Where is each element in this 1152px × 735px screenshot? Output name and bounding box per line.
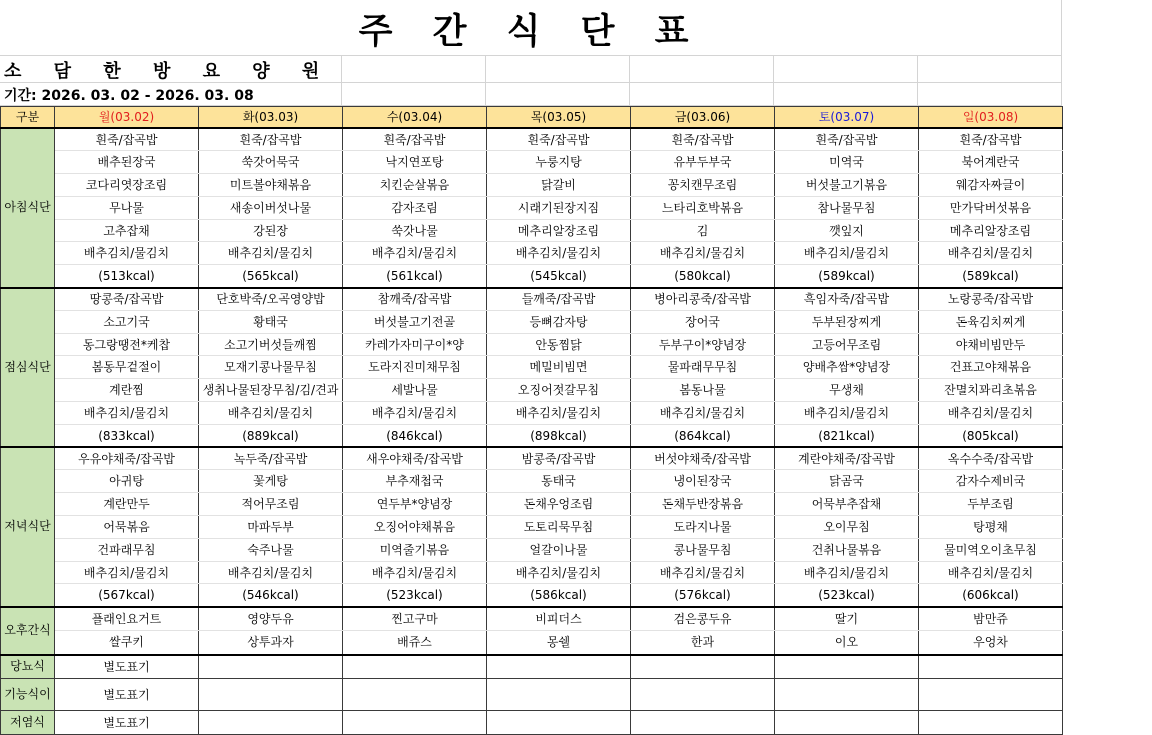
header-row: [1, 107, 1063, 129]
dish-cell: 우유야채죽/잡곡밥: [55, 447, 199, 470]
dish-cell: 연두부*양념장: [343, 493, 487, 516]
day-header: 일(03.08): [919, 107, 1063, 129]
dish-cell: 쑥갓어묵국: [199, 151, 343, 174]
dish-cell: 황태국: [199, 310, 343, 333]
day-header: 목(03.05): [487, 107, 631, 129]
dish-cell: 상투과자: [199, 631, 343, 655]
dish-cell: 배추김치/물김치: [343, 242, 487, 265]
dish-cell: (580kcal): [631, 265, 775, 288]
empty-cell: [343, 711, 487, 735]
dish-cell: 배추김치/물김치: [919, 402, 1063, 425]
dish-cell: 닭갈비: [487, 174, 631, 197]
dish-cell: 노랑콩죽/잡곡밥: [919, 288, 1063, 311]
empty-cell: [487, 679, 631, 711]
dish-cell: 미역국: [775, 151, 919, 174]
dish-cell: 밤콩죽/잡곡밥: [487, 447, 631, 470]
dish-cell: 배추김치/물김치: [55, 402, 199, 425]
title-row: [0, 0, 1062, 56]
dish-cell: 새송이버섯나물: [199, 196, 343, 219]
day-header: 월(03.02): [55, 107, 199, 129]
dish-cell: (606kcal): [919, 584, 1063, 607]
dish-cell: 생취나물된장무침/김/견과: [199, 379, 343, 402]
dish-cell: 강된장: [199, 219, 343, 242]
dish-cell: 배추김치/물김치: [199, 242, 343, 265]
dish-cell: 흰죽/잡곡밥: [55, 128, 199, 151]
dish-cell: 잔멸치꽈리초볶음: [919, 379, 1063, 402]
day-header: 토(03.07): [775, 107, 919, 129]
dish-cell: 단호박죽/오곡영양밥: [199, 288, 343, 311]
dish-cell: 새우야채죽/잡곡밥: [343, 447, 487, 470]
dish-cell: 치킨순살볶음: [343, 174, 487, 197]
dish-cell: 적어무조림: [199, 493, 343, 516]
table-row: [1, 242, 1063, 265]
meal-category: 오후간식: [1, 607, 55, 655]
dish-cell: 배추김치/물김치: [487, 402, 631, 425]
dish-cell: 얼갈이나물: [487, 538, 631, 561]
table-row: [1, 174, 1063, 197]
table-row: [1, 631, 1063, 655]
empty-cell: [775, 679, 919, 711]
dish-cell: 메밀비빔면: [487, 356, 631, 379]
day-header: 금(03.06): [631, 107, 775, 129]
dish-cell: 마파두부: [199, 516, 343, 539]
dish-cell: 흑임자죽/잡곡밥: [775, 288, 919, 311]
dish-cell: 야채비빔만두: [919, 333, 1063, 356]
dish-cell: 건표고야채볶음: [919, 356, 1063, 379]
dish-cell: 돈채우엉조림: [487, 493, 631, 516]
page-title: 주 간 식 단 표: [358, 12, 703, 52]
empty-cell: [919, 711, 1063, 735]
dish-cell: 배추김치/물김치: [631, 242, 775, 265]
table-row: [1, 265, 1063, 288]
table-row: [1, 607, 1063, 631]
dish-cell: 미트볼야채볶음: [199, 174, 343, 197]
dish-cell: 흰죽/잡곡밥: [631, 128, 775, 151]
dish-cell: 쑥갓나물: [343, 219, 487, 242]
dish-cell: 땅콩죽/잡곡밥: [55, 288, 199, 311]
dish-cell: 버섯불고기전골: [343, 310, 487, 333]
table-row: [1, 655, 1063, 679]
dish-cell: 배추김치/물김치: [487, 561, 631, 584]
dish-cell: 배추김치/물김치: [631, 402, 775, 425]
diet-note: 별도표기: [55, 679, 199, 711]
empty-cell: [199, 679, 343, 711]
dish-cell: 계란야채죽/잡곡밥: [775, 447, 919, 470]
dish-cell: 건파래무침: [55, 538, 199, 561]
dish-cell: 돈육김치찌게: [919, 310, 1063, 333]
dish-cell: 메추리알장조림: [919, 219, 1063, 242]
dish-cell: 소고기국: [55, 310, 199, 333]
diet-category: 저염식: [1, 711, 55, 735]
dish-cell: 웨감자짜글이: [919, 174, 1063, 197]
dish-cell: 배추김치/물김치: [55, 242, 199, 265]
dish-cell: 무나물: [55, 196, 199, 219]
dish-cell: (805kcal): [919, 424, 1063, 447]
dish-cell: (586kcal): [487, 584, 631, 607]
dish-cell: 물미역오이초무침: [919, 538, 1063, 561]
dish-cell: 배추김치/물김치: [55, 561, 199, 584]
dish-cell: 배추김치/물김치: [343, 402, 487, 425]
dish-cell: 봄동무겉절이: [55, 356, 199, 379]
dish-cell: 쌀쿠키: [55, 631, 199, 655]
table-row: [1, 196, 1063, 219]
dish-cell: 낙지연포탕: [343, 151, 487, 174]
dish-cell: 두부조림: [919, 493, 1063, 516]
dish-cell: 장어국: [631, 310, 775, 333]
dish-cell: 검은콩두유: [631, 607, 775, 631]
empty-cell: [343, 679, 487, 711]
table-row: [1, 333, 1063, 356]
dish-cell: 부추재첩국: [343, 470, 487, 493]
empty-cell: [487, 711, 631, 735]
dish-cell: (846kcal): [343, 424, 487, 447]
dish-cell: 깻잎지: [775, 219, 919, 242]
table-row: [1, 516, 1063, 539]
dish-cell: 배추김치/물김치: [919, 242, 1063, 265]
dish-cell: 미역줄기볶음: [343, 538, 487, 561]
dish-cell: (561kcal): [343, 265, 487, 288]
dish-cell: (898kcal): [487, 424, 631, 447]
diet-category: 당뇨식: [1, 655, 55, 679]
table-row: [1, 219, 1063, 242]
period-row: [0, 83, 1062, 106]
dish-cell: 참깨죽/잡곡밥: [343, 288, 487, 311]
dish-cell: 배추김치/물김치: [775, 561, 919, 584]
dish-cell: 모재기콩나물무침: [199, 356, 343, 379]
dish-cell: 양배추쌈*양념장: [775, 356, 919, 379]
dish-cell: 안동찜닭: [487, 333, 631, 356]
table-row: [1, 538, 1063, 561]
diet-category: 기능식이: [1, 679, 55, 711]
table-row: [1, 711, 1063, 735]
diet-note: 별도표기: [55, 711, 199, 735]
dish-cell: (589kcal): [775, 265, 919, 288]
dish-cell: 녹두죽/잡곡밥: [199, 447, 343, 470]
dish-cell: 냉이된장국: [631, 470, 775, 493]
table-row: [1, 310, 1063, 333]
org-name: 소 담 한 방 요 양 원: [4, 61, 333, 82]
weekly-menu-table: [0, 106, 1063, 735]
dish-cell: (546kcal): [199, 584, 343, 607]
dish-cell: (523kcal): [343, 584, 487, 607]
dish-cell: 유부두부국: [631, 151, 775, 174]
dish-cell: 메추리알장조림: [487, 219, 631, 242]
dish-cell: 밤만쥬: [919, 607, 1063, 631]
dish-cell: 오징어야채볶음: [343, 516, 487, 539]
header-gridline: [341, 56, 342, 106]
category-header: 구분: [1, 107, 55, 129]
dish-cell: 참나물무침: [775, 196, 919, 219]
empty-cell: [775, 711, 919, 735]
meal-category: 저녁식단: [1, 447, 55, 607]
table-row: [1, 288, 1063, 311]
dish-cell: 찐고구마: [343, 607, 487, 631]
dish-cell: 도라지진미채무침: [343, 356, 487, 379]
table-row: [1, 356, 1063, 379]
dish-cell: 이오: [775, 631, 919, 655]
dish-cell: 배추김치/물김치: [199, 561, 343, 584]
empty-cell: [487, 655, 631, 679]
day-header: 수(03.04): [343, 107, 487, 129]
dish-cell: 어묵볶음: [55, 516, 199, 539]
table-row: [1, 493, 1063, 516]
table-row: [1, 584, 1063, 607]
dish-cell: (864kcal): [631, 424, 775, 447]
dish-cell: 닭곰국: [775, 470, 919, 493]
empty-cell: [199, 711, 343, 735]
dish-cell: 흰죽/잡곡밥: [199, 128, 343, 151]
dish-cell: 버섯불고기볶음: [775, 174, 919, 197]
dish-cell: 비피더스: [487, 607, 631, 631]
dish-cell: 계란만두: [55, 493, 199, 516]
dish-cell: 버섯야채죽/잡곡밥: [631, 447, 775, 470]
table-row: [1, 128, 1063, 151]
dish-cell: 배쥬스: [343, 631, 487, 655]
dish-cell: 몽쉘: [487, 631, 631, 655]
dish-cell: (523kcal): [775, 584, 919, 607]
dish-cell: (513kcal): [55, 265, 199, 288]
table-row: [1, 470, 1063, 493]
dish-cell: 배추김치/물김치: [487, 242, 631, 265]
dish-cell: 동태국: [487, 470, 631, 493]
dish-cell: 고추잡채: [55, 219, 199, 242]
dish-cell: 시래기된장지짐: [487, 196, 631, 219]
org-row: [0, 56, 1062, 83]
dish-cell: 배추김치/물김치: [775, 402, 919, 425]
dish-cell: 우엉차: [919, 631, 1063, 655]
dish-cell: (545kcal): [487, 265, 631, 288]
dish-cell: 고등어무조림: [775, 333, 919, 356]
dish-cell: 흰죽/잡곡밥: [487, 128, 631, 151]
period-text: 기간: 2026. 03. 02 - 2026. 03. 08: [4, 88, 254, 104]
empty-cell: [631, 679, 775, 711]
header-gridline: [1061, 56, 1062, 106]
dish-cell: 만가닥버섯볶음: [919, 196, 1063, 219]
dish-cell: 코다리엿장조림: [55, 174, 199, 197]
dish-cell: 누룽지탕: [487, 151, 631, 174]
empty-cell: [343, 655, 487, 679]
dish-cell: 감자수제비국: [919, 470, 1063, 493]
dish-cell: 흰죽/잡곡밥: [343, 128, 487, 151]
dish-cell: 꽁치캔무조림: [631, 174, 775, 197]
header-gridline: [773, 56, 774, 106]
header-gridline: [485, 56, 486, 106]
dish-cell: 도라지나물: [631, 516, 775, 539]
dish-cell: 흰죽/잡곡밥: [919, 128, 1063, 151]
dish-cell: 느타리호박볶음: [631, 196, 775, 219]
empty-cell: [631, 655, 775, 679]
dish-cell: 도토리묵무침: [487, 516, 631, 539]
dish-cell: 계란찜: [55, 379, 199, 402]
dish-cell: 건취나물볶음: [775, 538, 919, 561]
table-row: [1, 151, 1063, 174]
dish-cell: 무생채: [775, 379, 919, 402]
dish-cell: 등뼈감자탕: [487, 310, 631, 333]
empty-cell: [199, 655, 343, 679]
dish-cell: 배추김치/물김치: [343, 561, 487, 584]
dish-cell: (889kcal): [199, 424, 343, 447]
dish-cell: (567kcal): [55, 584, 199, 607]
dish-cell: 어묵부추잡채: [775, 493, 919, 516]
dish-cell: 오이무침: [775, 516, 919, 539]
header-gridline: [917, 56, 918, 106]
dish-cell: 들깨죽/잡곡밥: [487, 288, 631, 311]
dish-cell: 옥수수죽/잡곡밥: [919, 447, 1063, 470]
table-row: [1, 424, 1063, 447]
dish-cell: 오징어젓갈무침: [487, 379, 631, 402]
dish-cell: 영양두유: [199, 607, 343, 631]
dish-cell: (821kcal): [775, 424, 919, 447]
empty-cell: [919, 655, 1063, 679]
dish-cell: 배추김치/물김치: [199, 402, 343, 425]
dish-cell: 배추된장국: [55, 151, 199, 174]
dish-cell: 동그랑땡전*케찹: [55, 333, 199, 356]
table-row: [1, 402, 1063, 425]
dish-cell: 두부된장찌게: [775, 310, 919, 333]
table-row: [1, 447, 1063, 470]
dish-cell: 플래인요거트: [55, 607, 199, 631]
meal-category: 아침식단: [1, 128, 55, 288]
dish-cell: 감자조림: [343, 196, 487, 219]
empty-cell: [775, 655, 919, 679]
header-gridline: [629, 56, 630, 106]
meal-category: 점심식단: [1, 288, 55, 448]
dish-cell: 돈채두반장볶음: [631, 493, 775, 516]
dish-cell: (576kcal): [631, 584, 775, 607]
dish-cell: 숙주나물: [199, 538, 343, 561]
dish-cell: 배추김치/물김치: [631, 561, 775, 584]
dish-cell: 한과: [631, 631, 775, 655]
dish-cell: 북어계란국: [919, 151, 1063, 174]
dish-cell: 아귀탕: [55, 470, 199, 493]
day-header: 화(03.03): [199, 107, 343, 129]
dish-cell: (565kcal): [199, 265, 343, 288]
dish-cell: 물파래무무침: [631, 356, 775, 379]
empty-cell: [631, 711, 775, 735]
table-row: [1, 379, 1063, 402]
dish-cell: 카레가자미구이*양: [343, 333, 487, 356]
dish-cell: 흰죽/잡곡밥: [775, 128, 919, 151]
table-row: [1, 679, 1063, 711]
dish-cell: 김: [631, 219, 775, 242]
dish-cell: 배추김치/물김치: [919, 561, 1063, 584]
dish-cell: 배추김치/물김치: [775, 242, 919, 265]
dish-cell: 꽃게탕: [199, 470, 343, 493]
dish-cell: (833kcal): [55, 424, 199, 447]
dish-cell: 소고기버섯들깨찜: [199, 333, 343, 356]
dish-cell: (589kcal): [919, 265, 1063, 288]
dish-cell: 콩나물무침: [631, 538, 775, 561]
dish-cell: 병아리콩죽/잡곡밥: [631, 288, 775, 311]
dish-cell: 세발나물: [343, 379, 487, 402]
table-row: [1, 561, 1063, 584]
dish-cell: 봄동나물: [631, 379, 775, 402]
dish-cell: 탕평채: [919, 516, 1063, 539]
dish-cell: 딸기: [775, 607, 919, 631]
diet-note: 별도표기: [55, 655, 199, 679]
empty-cell: [919, 679, 1063, 711]
dish-cell: 두부구이*양념장: [631, 333, 775, 356]
